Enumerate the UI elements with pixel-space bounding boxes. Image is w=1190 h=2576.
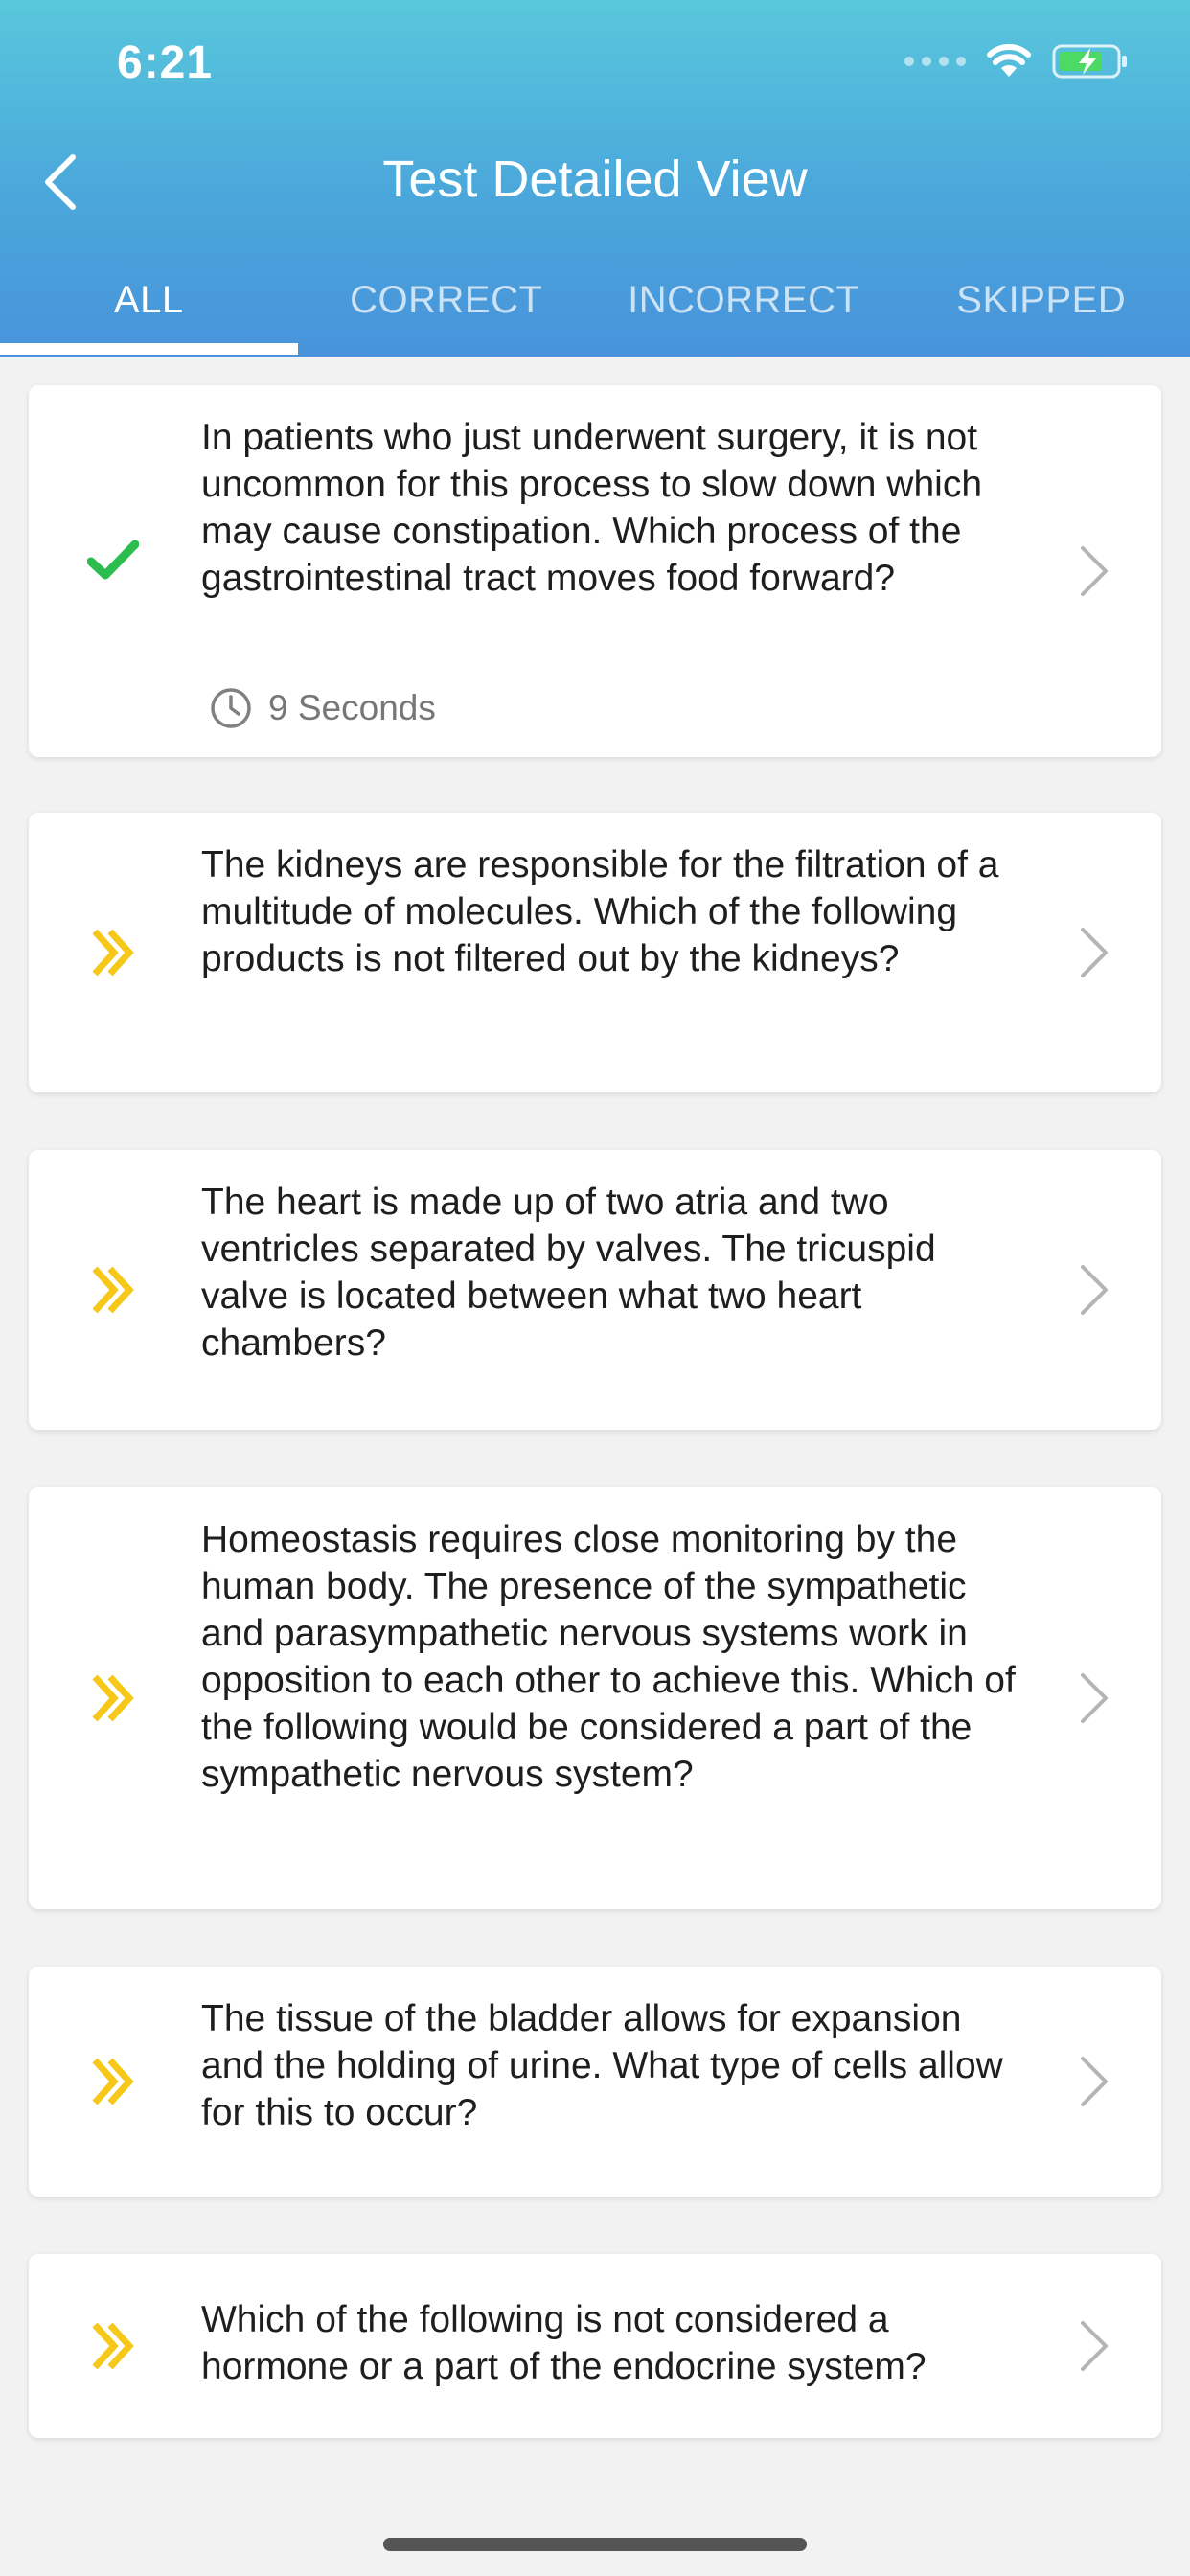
- chevron-right-icon: [1077, 2055, 1111, 2108]
- wifi-icon: [987, 44, 1031, 79]
- tab-correct[interactable]: CORRECT: [350, 279, 543, 321]
- page-title: Test Detailed View: [382, 150, 808, 208]
- tab-incorrect[interactable]: INCORRECT: [628, 279, 860, 321]
- checkmark-icon: [84, 531, 142, 588]
- question-text: The tissue of the bladder allows for expansion and the holding of urine. What type of cells allow for this to occur?: [201, 1998, 1003, 2133]
- cellular-signal-icon: [904, 57, 966, 66]
- clock-icon: [209, 686, 253, 730]
- question-card[interactable]: [29, 385, 1161, 757]
- tab-all[interactable]: ALL: [0, 266, 298, 356]
- filter-tabs: [0, 266, 1190, 356]
- question-text: The kidneys are responsible for the filtration of a multitude of molecules. Which of the following products is not filtered out by the kidneys?: [201, 844, 999, 979]
- status-time: 6:21: [117, 37, 214, 88]
- chevron-right-icon: [1077, 1263, 1111, 1317]
- header: [0, 0, 1190, 356]
- question-card[interactable]: [29, 2254, 1161, 2438]
- tab-skipped[interactable]: SKIPPED: [956, 279, 1127, 321]
- question-text: The heart is made up of two atria and two ventricles separated by valves. The tricuspid valve is located between what two heart chambers?: [201, 1182, 936, 1364]
- chevron-right-icon: [1077, 2319, 1111, 2373]
- home-indicator[interactable]: [383, 2538, 807, 2551]
- chevron-right-icon: [1077, 926, 1111, 979]
- double-chevron-right-icon: [84, 2053, 142, 2110]
- question-card[interactable]: [29, 813, 1161, 1092]
- chevron-right-icon: [1077, 544, 1111, 598]
- double-chevron-right-icon: [84, 2317, 142, 2375]
- question-card[interactable]: [29, 1966, 1161, 2196]
- double-chevron-right-icon: [84, 924, 142, 981]
- status-icons: [904, 42, 1129, 80]
- question-text: Which of the following is not considered a hormone or a part of the endocrine system?: [201, 2299, 927, 2387]
- question-text: Homeostasis requires close monitoring by the human body. The presence of the sympathetic and parasympathetic nervous systems work in opposition to each other to achieve this. Which of the following would be considered a part of the sympathetic nervous system?: [201, 1519, 1016, 1795]
- time-spent: [209, 686, 436, 730]
- battery-charging-icon: [1052, 42, 1129, 80]
- double-chevron-right-icon: [84, 1261, 142, 1319]
- question-card[interactable]: [29, 1150, 1161, 1430]
- double-chevron-right-icon: [84, 1669, 142, 1727]
- question-list: [29, 385, 1161, 2438]
- question-card[interactable]: [29, 1487, 1161, 1909]
- question-text: In patients who just underwent surgery, it is not uncommon for this process to slow down which may cause constipation. Which process of the gastrointestinal tract moves food forward?: [201, 417, 983, 599]
- chevron-right-icon: [1077, 1671, 1111, 1725]
- time-spent-label: 9 Seconds: [268, 688, 436, 727]
